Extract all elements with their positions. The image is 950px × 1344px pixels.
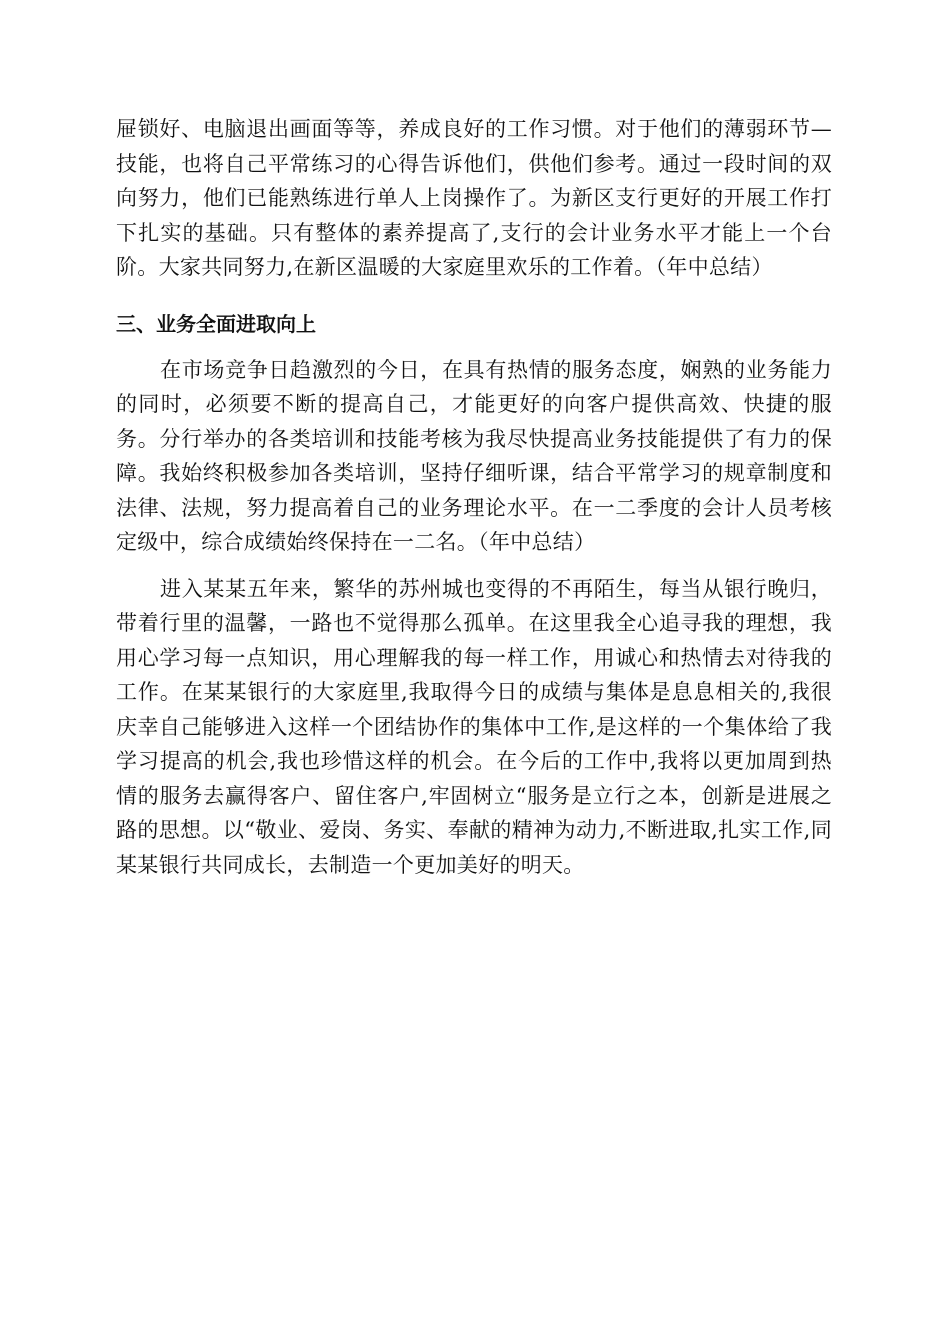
paragraph-continuation: 屉锁好、电脑退出画面等等，养成良好的工作习惯。对于他们的薄弱环节—技能，也将自己平常练习的心得告诉他们，供他们参考。通过一段时间的双向努力，他们已能熟练进行单人上岗操作了。为新区支行更好的开展工作打下扎实的基础。只有整体的素养提高了,支行的会计业务水平才能上一个台阶。大家共同努力,在新区温暖的大家庭里欢乐的工作着。（年中总结） [116,117,832,279]
section-heading: 三、业务全面进取向上 [116,311,316,336]
paragraph-business: 在市场竞争日趋激烈的今日，在具有热情的服务态度，娴熟的业务能力的同时，必须要不断的提高自己，才能更好的向客户提供高效、快捷的服务。分行举办的各类培训和技能考核为我尽快提高业务技能提供了有力的保障。我始终积极参加各类培训，坚持仔细听课，结合平常学习的规章制度和法律、法规，努力提高着自己的业务理论水平。在一二季度的会计人员考核定级中，综合成绩始终保持在一二名。（年中总结） [116,357,832,554]
document-page [116,112,832,882]
paragraph-conclusion: 进入某某五年来，繁华的苏州城也变得的不再陌生，每当从银行晚归，带着行里的温馨，一路也不觉得那么孤单。在这里我全心追寻我的理想，我用心学习每一点知识，用心理解我的每一样工作，用诚心和热情去对待我的工作。在某某银行的大家庭里,我取得今日的成绩与集体是息息相关的,我很庆幸自己能够进入这样一个团结协作的集体中工作,是这样的一个集体给了我学习提高的机会,我也珍惜这样的机会。在今后的工作中,我将以更加周到热情的服务去赢得客户、留住客户,牢固树立“服务是立行之本，创新是进展之路的思想。以“敬业、爱岗、务实、奉献的精神为动力,不断进取,扎实工作,同某某银行共同成长，去制造一个更加美好的明天。 [116,576,832,877]
